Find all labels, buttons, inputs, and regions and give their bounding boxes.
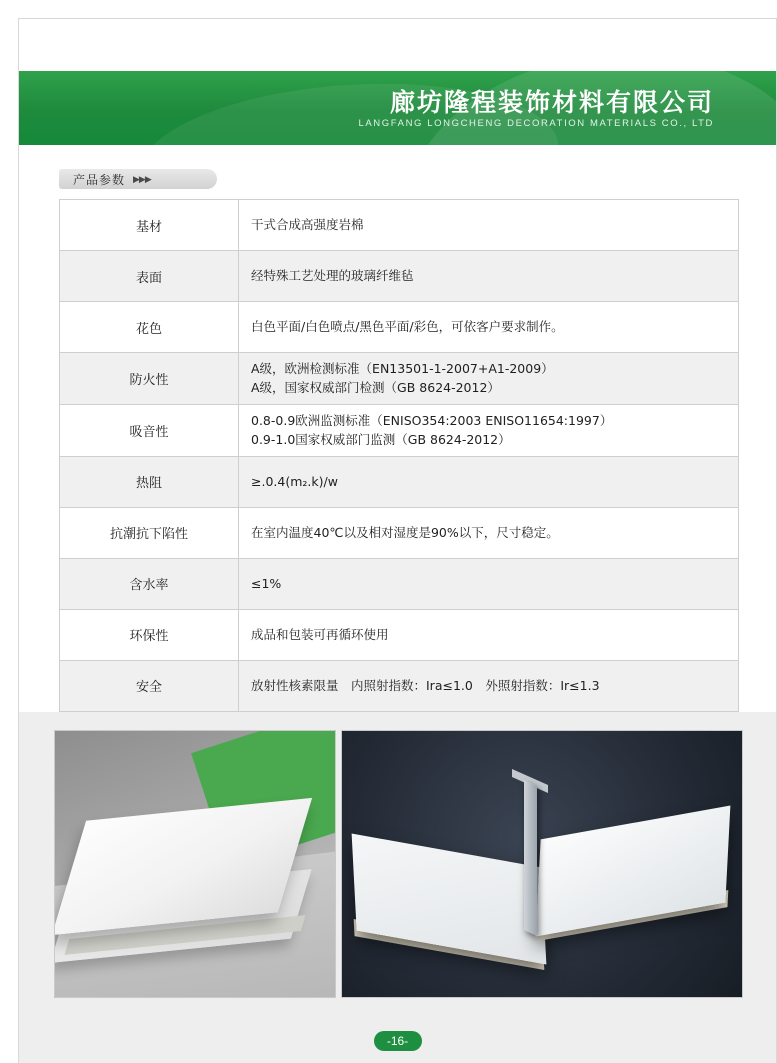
table-row (60, 456, 739, 507)
row-label: 花色 (60, 302, 239, 353)
table-row (60, 660, 739, 711)
row-value-line1: 白色平面/白色喷点/黑色平面/彩色，可依客户要求制作。 (251, 319, 564, 335)
row-label: 基材 (60, 200, 239, 251)
product-photo-left (54, 730, 336, 998)
row-value-line1: ≥.0.4(m₂.k)/w (251, 473, 338, 489)
row-label: 表面 (60, 251, 239, 302)
row-value (239, 404, 739, 456)
table-row (60, 404, 739, 456)
row-value-line1: 干式合成高强度岩棉 (251, 217, 364, 233)
page-number-badge: -16- (374, 1031, 422, 1051)
product-photo-area (19, 712, 776, 1063)
row-label: 热阻 (60, 456, 239, 507)
row-value (239, 353, 739, 405)
table-row (60, 558, 739, 609)
header-band (19, 71, 776, 145)
row-label: 含水率 (60, 558, 239, 609)
row-label: 吸音性 (60, 404, 239, 456)
photo-right-tbar (524, 780, 537, 936)
triple-arrow-icon: ▶▶▶ (133, 173, 151, 184)
row-value-line2: 0.9-1.0国家权威部门监测（GB 8624-2012） (251, 432, 511, 448)
row-value (239, 456, 739, 507)
row-value (239, 302, 739, 353)
row-label: 环保性 (60, 609, 239, 660)
table-row (60, 302, 739, 353)
table-row (60, 200, 739, 251)
row-value (239, 200, 739, 251)
row-value-line1: ≤1% (251, 575, 282, 591)
row-value-line1: 放射性核素限量 内照射指数：Ira≤1.0 外照射指数：Ir≤1.3 (251, 677, 600, 693)
row-value (239, 660, 739, 711)
row-value (239, 507, 739, 558)
row-value (239, 609, 739, 660)
row-value-line1: 成品和包装可再循环使用 (251, 626, 389, 642)
section-tag-product-parameters (59, 169, 217, 189)
table-row (60, 507, 739, 558)
row-value (239, 251, 739, 302)
table-row (60, 353, 739, 405)
row-value-line2: A级，国家权威部门检测（GB 8624-2012） (251, 380, 500, 396)
product-photo-right (341, 730, 743, 998)
row-label: 抗潮抗下陷性 (60, 507, 239, 558)
table-row (60, 609, 739, 660)
row-value-line1: 经特殊工艺处理的玻璃纤维毡 (251, 268, 414, 284)
table-row (60, 251, 739, 302)
row-value-line1: A级，欧洲检测标准（EN13501-1-2007+A1-2009） (251, 361, 554, 376)
row-label: 防火性 (60, 353, 239, 405)
company-name-chinese: 廊坊隆程装饰材料有限公司 (389, 88, 714, 117)
row-value (239, 558, 739, 609)
row-value-line1: 0.8-0.9欧洲监测标准（ENISO354:2003 ENISO11654:1997） (251, 412, 613, 428)
company-name-english: LANGFANG LONGCHENG DECORATION MATERIALS CO., LTD (358, 118, 714, 129)
row-label: 安全 (60, 660, 239, 711)
section-tag-label: 产品参数 (73, 172, 126, 187)
row-value-line1: 在室内温度40℃以及相对湿度是90%以下，尺寸稳定。 (251, 524, 559, 540)
